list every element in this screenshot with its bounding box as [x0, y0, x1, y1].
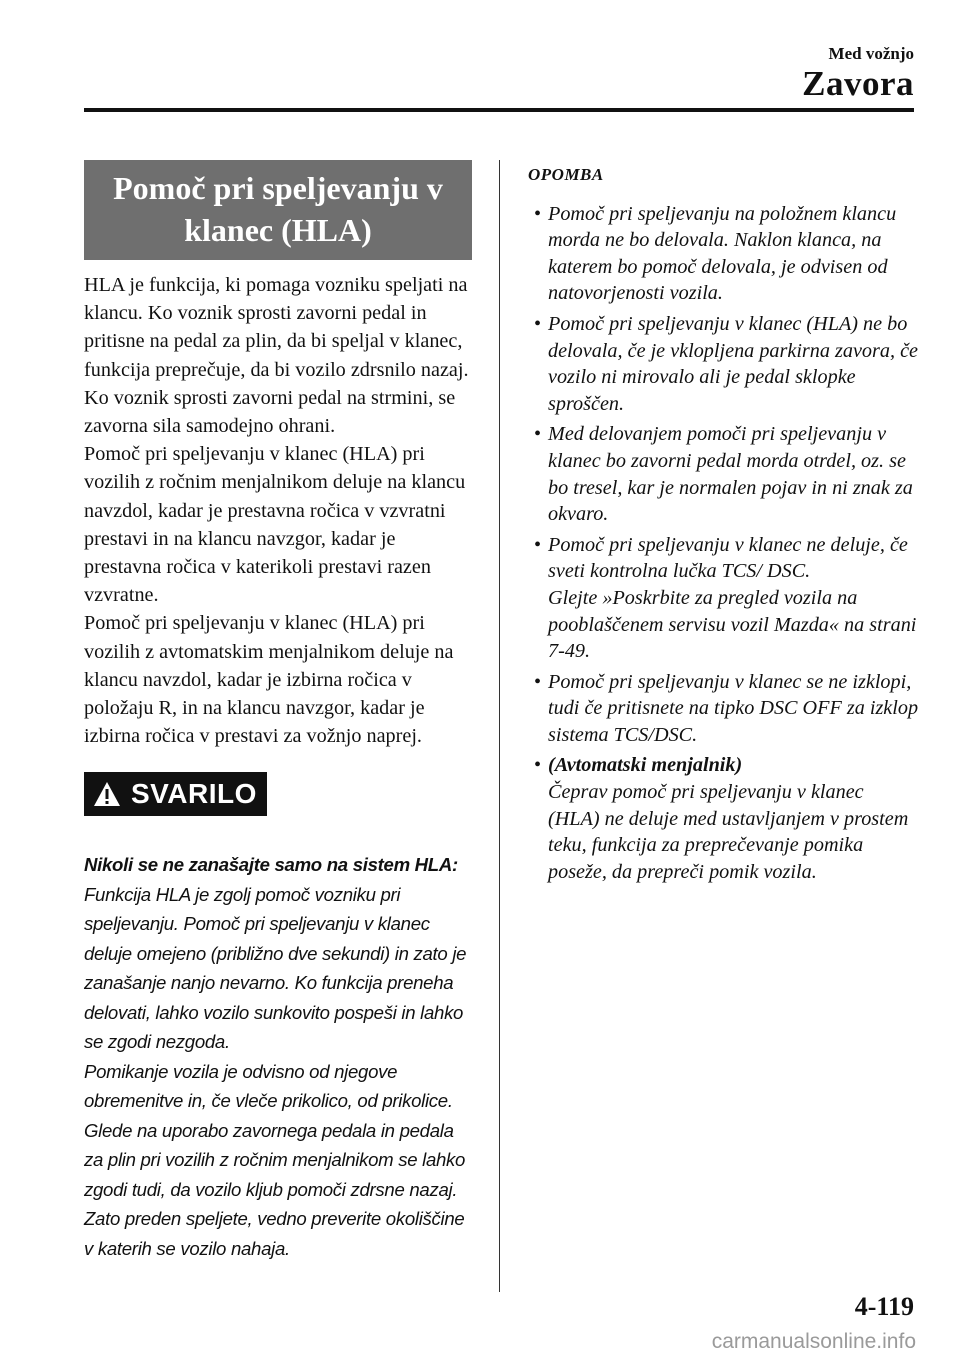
note-item [528, 669, 920, 749]
left-column [84, 160, 472, 1263]
bullet-icon: • [534, 202, 542, 225]
warning-label: SVARILO [131, 778, 257, 810]
section-body [84, 271, 472, 750]
page-number: 4-119 [854, 1292, 914, 1321]
note-text: Pomoč pri speljevanju v klanec ne deluje, če sveti kontrolna lučka TCS/ DSC. [548, 533, 908, 583]
warning-paragraph: Funkcija HLA je zgolj pomoč vozniku pri speljevanju. Pomoč pri speljevanju v klanec deluje omejeno (približno dve sekundi) in zato je zanašanje nanjo nevarno. Ko funkcija preneha delovati, lahko vozilo sunkovito pospeši in lahko se zgodi nezgoda. [84, 883, 467, 1053]
note-subheading: (Avtomatski menjalnik) [548, 754, 743, 777]
warning-triangle-icon [93, 781, 121, 807]
page-heading: Zavora [802, 64, 914, 103]
section-title [84, 160, 472, 260]
bullet-icon: • [534, 670, 542, 693]
header-rule [84, 108, 914, 112]
section-title-line-1: Pomoč pri speljevanju v [113, 170, 443, 206]
watermark: carmanualsonline.info [711, 1330, 916, 1353]
body-paragraph: HLA je funkcija, ki pomaga vozniku speljati na klancu. Ko voznik sprosti zavorni pedal in pritisne na pedal za plin, da bi speljal v klanec, funkcija preprečuje, da bi vozilo zdrsnilo nazaj. Ko voznik sprosti zavorni pedal na strmini, se zavorna sila samodejno ohrani. [84, 274, 469, 438]
note-text: Čeprav pomoč pri speljevanju v klanec (HLA) ne deluje med ustavljanjem v prostem teku, funkcija za preprečevanje pomika poseže, da prepreči pomik vozila. [548, 781, 909, 883]
warning-text [84, 850, 472, 1263]
note-item [528, 752, 920, 885]
bullet-icon: • [534, 533, 542, 556]
right-column [528, 162, 920, 889]
body-paragraph: Pomoč pri speljevanju v klanec (HLA) pri vozilih z avtomatskim menjalnikom deluje na klancu navzdol, kadar je izbirna ročica v položaju R, in na klancu navzgor, kadar je izbirna ročica v prestavi za vožnjo naprej. [84, 612, 454, 748]
note-item [528, 201, 920, 307]
body-paragraph: Pomoč pri speljevanju v klanec (HLA) pri vozilih z ročnim menjalnikom deluje na klancu navzdol, kadar je prestavna ročica v vzvratni prestavi in na klancu navzgor, kadar je prestavna ročica v katerikoli prestavi razen vzvratne. [84, 443, 466, 607]
warning-lead: Nikoli se ne zanašajte samo na sistem HLA: [84, 854, 458, 876]
note-item [528, 532, 920, 665]
note-reference: Glejte »Poskrbite za pregled vozila na pooblaščenem servisu vozil Mazda« na strani 7-49. [548, 586, 917, 663]
note-text: Pomoč pri speljevanju na položnem klancu morda ne bo delovala. Naklon klanca, na katerem bo pomoč delovala, je odvisen od natovorjenosti vozila. [548, 202, 897, 305]
bullet-icon: • [534, 423, 542, 446]
warning-paragraph: Pomikanje vozila je odvisno od njegove obremenitve in, če vleče prikolico, od prikolice. Glede na uporabo zavornega pedala in pedala za plin pri vozilih z ročnim menjalnikom se lahko zgodi tudi, da vozilo kljub pomoči zdrsne nazaj. [84, 1060, 466, 1200]
column-divider [499, 160, 500, 1292]
warning-banner [84, 772, 267, 816]
note-item [528, 421, 920, 527]
note-text: Pomoč pri speljevanju v klanec se ne izklopi, tudi če pritisnete na tipko DSC OFF za izklop sistema TCS/DSC. [548, 670, 919, 746]
chapter-label: Med vožnjo [828, 44, 914, 63]
bullet-icon: • [534, 312, 542, 335]
bullet-icon: • [534, 754, 542, 777]
note-text: Pomoč pri speljevanju v klanec (HLA) ne bo delovala, če je vklopljena parkirna zavora, če vozilo ni mirovalo ali je pedal sklopke sproščen. [548, 312, 918, 415]
note-heading: OPOMBA [528, 165, 604, 184]
section-title-line-2: klanec (HLA) [184, 212, 372, 248]
warning-paragraph: Zato preden speljete, vedno preverite okoliščine v katerih se vozilo nahaja. [84, 1208, 465, 1259]
note-item [528, 311, 920, 417]
note-text: Med delovanjem pomoči pri speljevanju v klanec bo zavorni pedal morda otrdel, oz. se bo tresel, kar je normalen pojav in ni znak za okvaro. [548, 423, 913, 526]
